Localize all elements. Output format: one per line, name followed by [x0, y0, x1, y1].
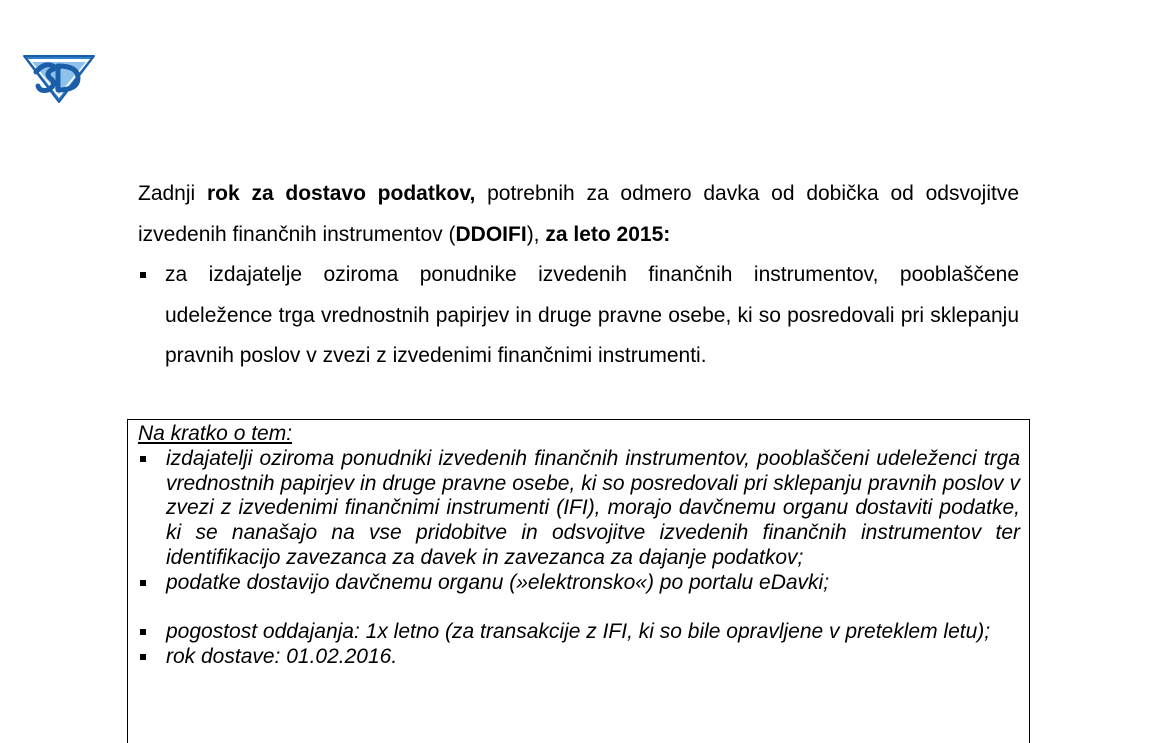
- bullet-square-icon: [140, 654, 146, 660]
- bullet-square-icon: [140, 456, 146, 462]
- bullet-square-icon: [140, 629, 146, 635]
- intro-paragraph: [138, 174, 1019, 377]
- intro-text-1: Zadnji: [138, 182, 196, 205]
- summary-list: [138, 447, 1020, 670]
- summary-item-text: rok dostave: 01.02.2016.: [166, 645, 398, 669]
- list-item: [138, 571, 1020, 596]
- summary-box: [127, 419, 1030, 743]
- intro-text-2: potrebnih za odmero davka od dobička od odsvojitve izvedenih finančnih instrumentov (: [138, 182, 1019, 246]
- list-item: [138, 645, 1020, 670]
- abbreviation: DDOIFI: [455, 222, 527, 246]
- summary-heading: Na kratko o tem:: [138, 422, 293, 445]
- intro-bullet-list: [138, 255, 1019, 377]
- bullet-square-icon: [140, 272, 146, 278]
- intro-text-3: ),: [526, 222, 546, 246]
- intro-colon: :: [663, 222, 671, 246]
- deadline-phrase: rok za dostavo podatkov,: [206, 182, 476, 205]
- intro-bullet-text: za izdajatelje oziroma ponudnike izvedenih finančnih instrumentov, pooblaščene udeležence trga vrednostnih papirjev in druge pravne osebe, ki so posredovali pri sklepanju pravnih poslov v zvezi z izvedenimi finančnimi instrumenti.: [165, 263, 1019, 367]
- summary-item-text: izdajatelji oziroma ponudniki izvedenih finančnih instrumentov, pooblaščeni udeleženci trga vrednostnih papirjev in druge pravne osebe, ki so posredovali pri sklepanju pravnih poslov v zvezi z izvedenimi finančnimi instrumenti (IFI), morajo davčnemu organu dostaviti podatke, ki se nanašajo na vse pridobitve in odsvojitve izvedenih finančnih instrumentov ter identifikacijo zavezanca za davek in zavezanca za dajanje podatkov;: [166, 446, 1020, 569]
- list-item: [138, 447, 1020, 571]
- summary-item-text: podatke dostavijo davčnemu organu (»elektronsko«) po portalu eDavki;: [166, 570, 830, 594]
- list-item: [138, 620, 1020, 645]
- bullet-square-icon: [140, 580, 146, 586]
- organization-logo-icon: [22, 50, 96, 104]
- list-item: [138, 255, 1019, 377]
- year-phrase: za leto 2015: [545, 222, 664, 246]
- summary-item-text: pogostost oddajanja: 1x letno (za transakcije z IFI, ki so bile opravljene v preteklem letu);: [166, 620, 991, 644]
